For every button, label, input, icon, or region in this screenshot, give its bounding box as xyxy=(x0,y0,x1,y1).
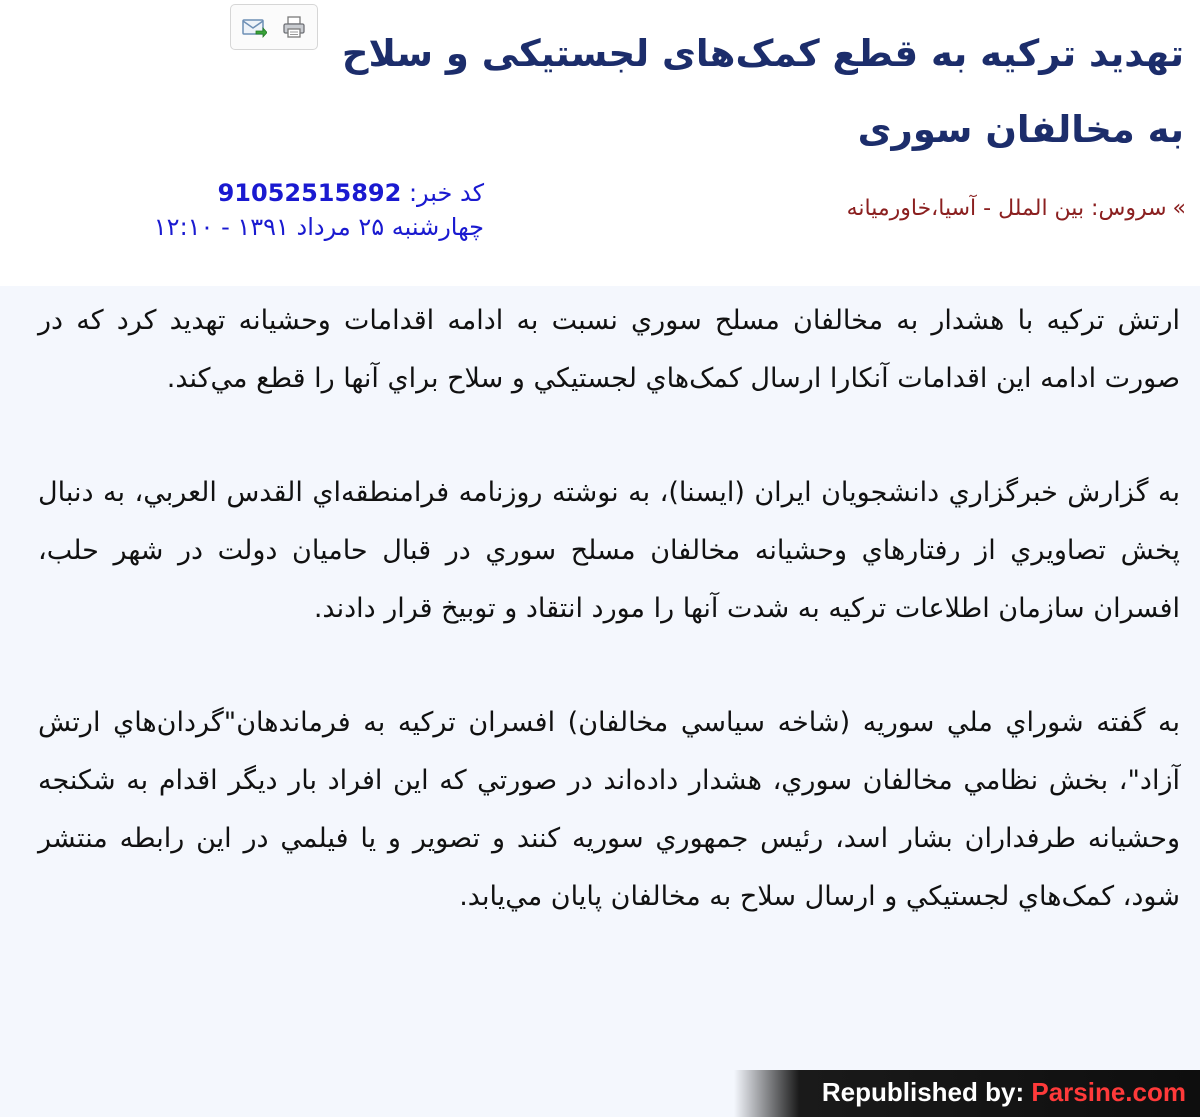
article-text xyxy=(38,292,1180,982)
print-icon[interactable] xyxy=(281,15,307,39)
news-code-label: کد خبر: xyxy=(408,179,484,207)
news-source-label[interactable]: سروس: بین الملل - آسیا،خاورمیانه xyxy=(846,196,1167,221)
article-toolbar xyxy=(230,4,318,50)
watermark-brand: Parsine.com xyxy=(1031,1077,1186,1107)
news-code-value: 91052515892 xyxy=(217,179,402,207)
news-code xyxy=(44,176,484,210)
send-email-icon[interactable] xyxy=(241,15,267,39)
article-body xyxy=(0,286,1200,1117)
news-source[interactable] xyxy=(746,192,1186,226)
watermark-prefix: Republished by: xyxy=(821,1077,1032,1107)
article-headline: تهدید ترکیه به قطع کمک‌های لجستیکی و سلاح به مخالفان سوری xyxy=(341,32,1184,151)
article-meta xyxy=(44,176,484,244)
source-chevron-icon: » xyxy=(1172,196,1186,221)
publish-datetime: چهارشنبه ۲۵ مرداد ۱۳۹۱ - ۱۲:۱۰ xyxy=(153,213,484,241)
republished-watermark xyxy=(734,1070,1200,1117)
article-paragraph: به گزارش خبرگزاري دانشجويان ايران (ايسنا)، به نوشته روزنامه فرامنطقه‌اي القدس العربي، به دنبال پخش تصاويري از رفتارهاي وحشيانه مخالفان مسلح سوري در قبال حاميان دولت در شهر حلب، افسران سازمان اطلاعات ترکيه به شدت آنها را مورد انتقاد و توبيخ قرار دادند. xyxy=(38,477,1180,624)
article-paragraph: ارتش ترکيه با هشدار به مخالفان مسلح سوري نسبت به ادامه اقدامات وحشيانه تهديد کرد که در صورت ادامه اين اقدامات آنکارا ارسال کمک‌هاي لجستيکي و سلاح براي آنها را قطع مي‌کند. xyxy=(38,305,1180,394)
article-paragraph: به گفته شوراي ملي سوريه (شاخه سياسي مخالفان) افسران ترکيه به فرماندهان"گردان‌هاي ارتش آزاد"، بخش نظامي مخالفان سوري، هشدار داده‌اند در صورتي که اين افراد بار ديگر اقدام به شکنجه وحشيانه طرفداران بشار اسد، رئيس جمهوري سوريه کنند و تصوير و يا فيلمي در اين رابطه منتشر شود، کمک‌هاي لجستيکي و ارسال سلاح به مخالفان پايان مي‌يابد. xyxy=(38,707,1180,912)
watermark-text xyxy=(822,1077,1186,1108)
